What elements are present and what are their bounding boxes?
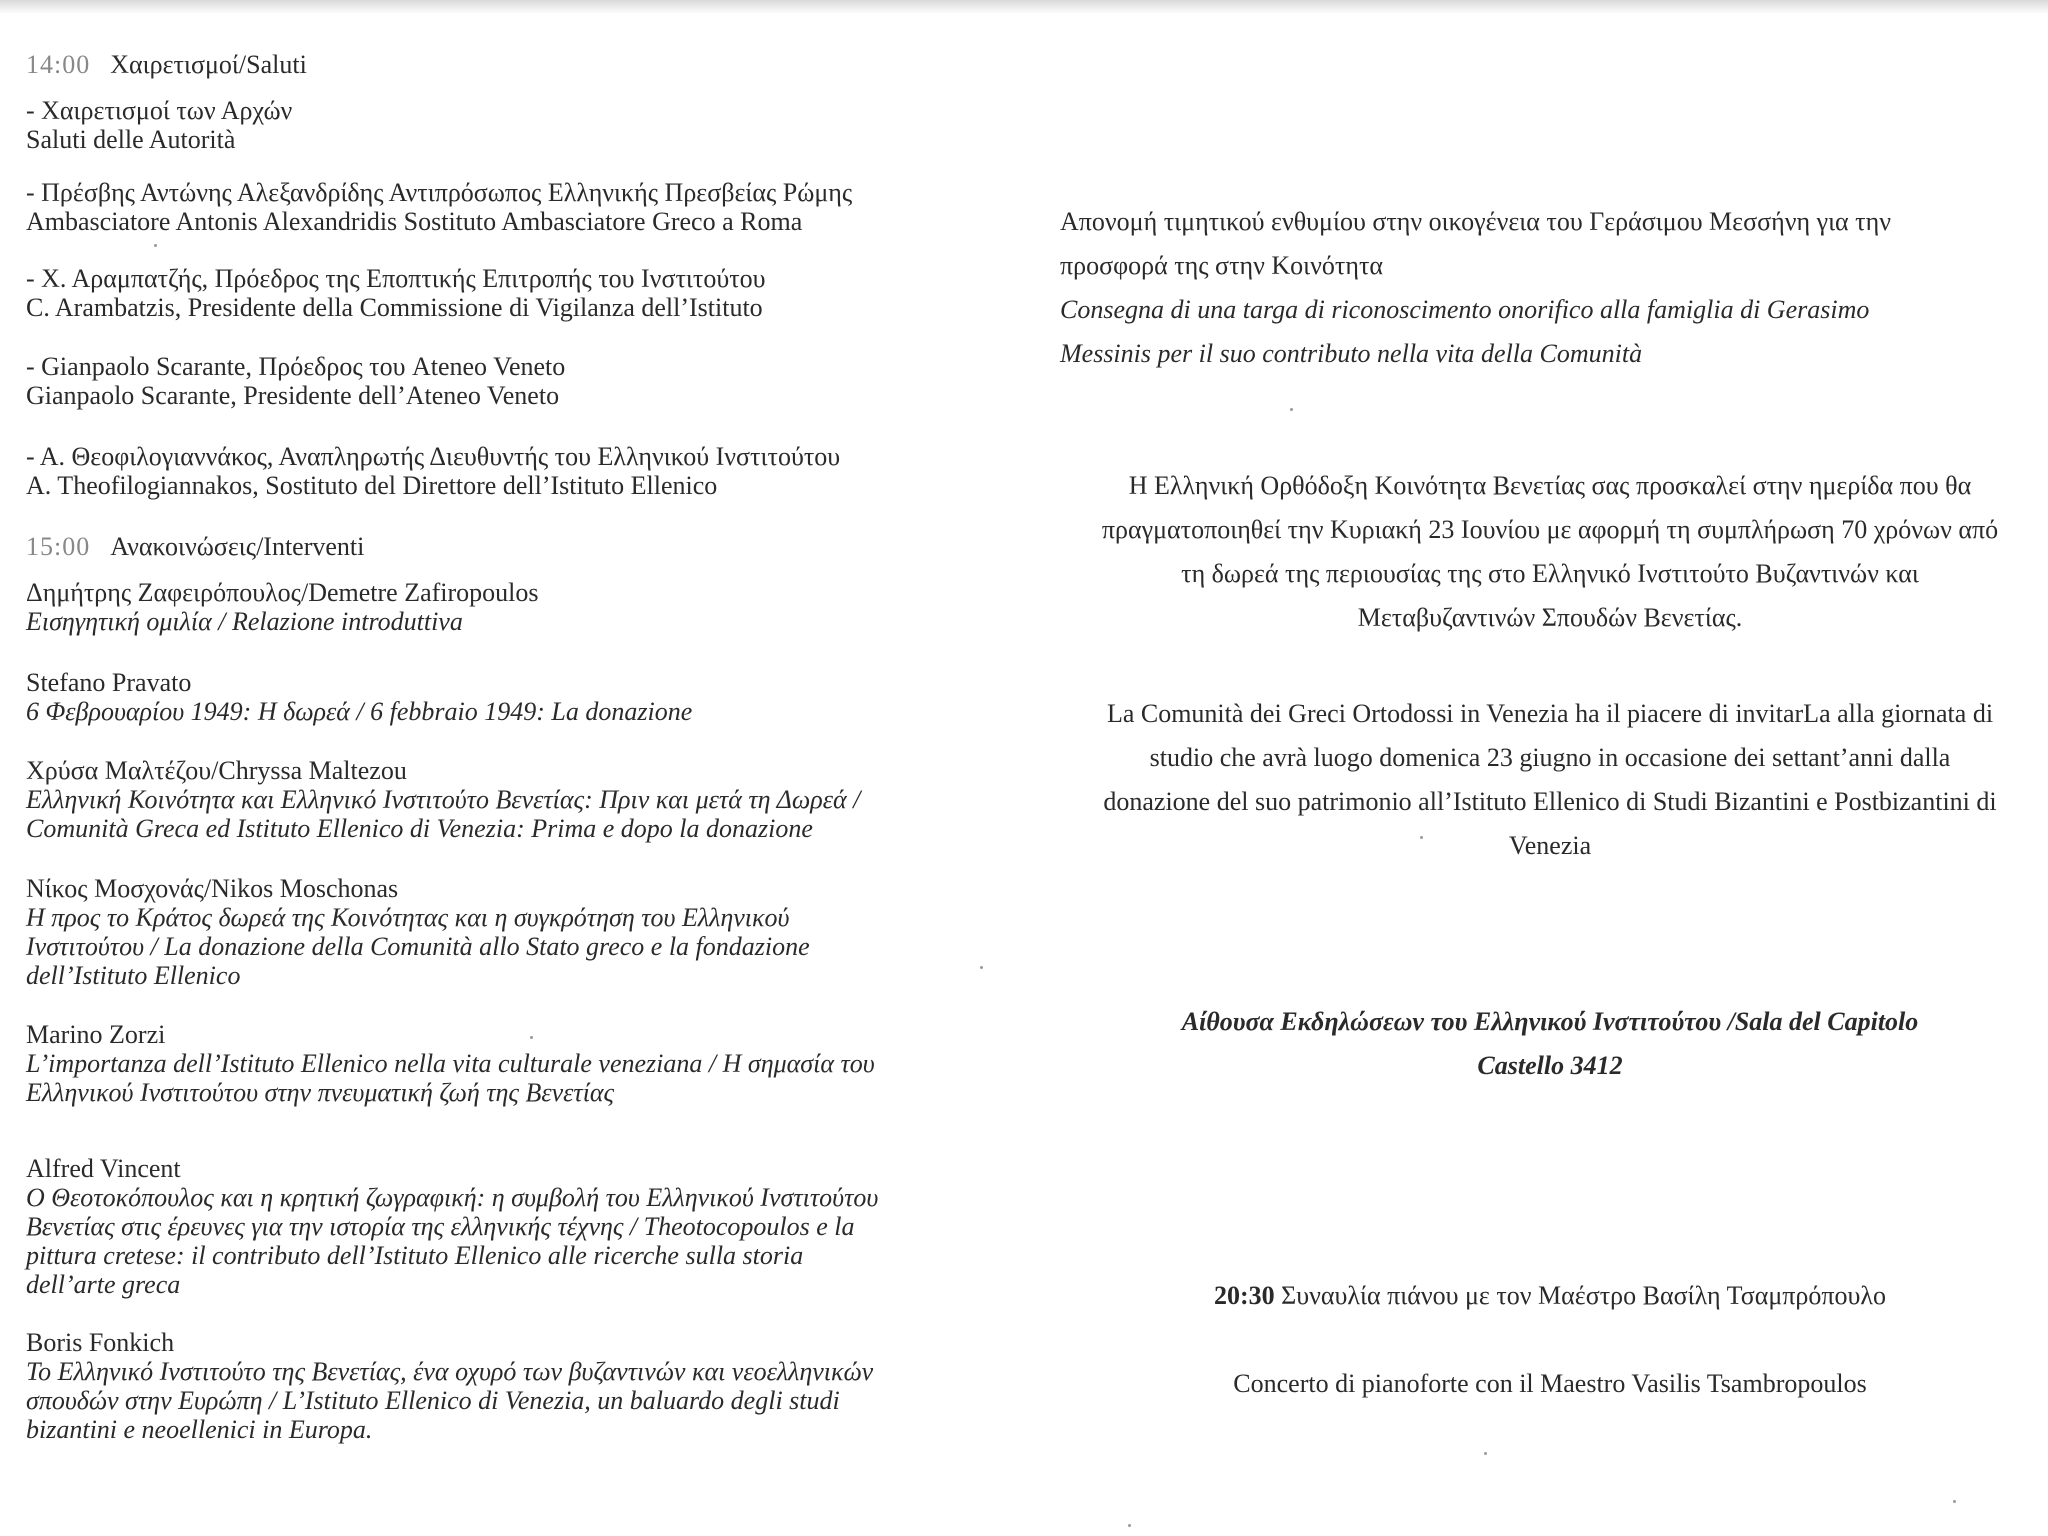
talk-item: [26, 1154, 946, 1299]
scan-speck: [530, 1036, 533, 1039]
talks-time: 15:00: [26, 532, 91, 561]
invitation-italian: [1060, 692, 2040, 868]
greeting-item: [26, 264, 946, 322]
talk-title: dell’arte greca: [26, 1270, 181, 1299]
invitation-greek-line: Η Ελληνική Ορθόδοξη Κοινότητα Βενετίας σας προσκαλεί στην ημερίδα που θα: [1128, 471, 1972, 500]
invitation-greek-line: Μεταβυζαντινών Σπουδών Βενετίας.: [1357, 603, 1743, 632]
concert-greek-text: Συναυλία πιάνου με τον Μαέστρο Βασίλη Τσαμπρόπουλο: [1281, 1281, 1887, 1310]
award-section: [1060, 200, 2040, 376]
talk-title: Ελληνικού Ινστιτούτου στην πνευματική ζωή της Βενετίας: [26, 1078, 615, 1107]
award-italian: Consegna di una targa di riconoscimento onorifico alla famiglia di Gerasimo: [1060, 295, 1870, 324]
talks-heading: [26, 532, 946, 561]
scan-speck: [1128, 1524, 1131, 1527]
greeting-item: [26, 96, 946, 154]
greeting-greek: - Gianpaolo Scarante, Πρόεδρος του Ateneo Veneto: [26, 352, 566, 381]
concert-italian-text: Concerto di pianoforte con il Maestro Vasilis Tsambropoulos: [1233, 1369, 1867, 1398]
invitation-italian-line: donazione del suo patrimonio all’Istituto Ellenico di Studi Bizantini e Postbizantini di: [1103, 787, 1997, 816]
greeting-italian: C. Arambatzis, Presidente della Commissione di Vigilanza dell’Istituto: [26, 293, 763, 322]
greeting-italian: A. Theofilogiannakos, Sostituto del Direttore dell’Istituto Ellenico: [26, 471, 718, 500]
opening-title: Χαιρετισμοί/Saluti: [110, 50, 307, 79]
invitation-greek-line: τη δωρεά της περιουσίας της στο Ελληνικό Ινστιτούτο Βυζαντινών και: [1181, 559, 1919, 588]
greeting-greek: - Χ. Αραμπατζής, Πρόεδρος της Εποπτικής Επιτροπής του Ινστιτούτου: [26, 264, 766, 293]
invitation-greek: [1060, 464, 2040, 640]
talk-speaker: Δημήτρης Ζαφειρόπουλος/Demetre Zafiropoulos: [26, 578, 539, 607]
award-greek: προσφορά της στην Κοινότητα: [1060, 251, 1384, 280]
invitation-italian-line: studio che avrà luogo domenica 23 giugno in occasione dei settant’anni dalla: [1149, 743, 1951, 772]
talk-title: Ο Θεοτοκόπουλος και η κρητική ζωγραφική: η συμβολή του Ελληνικού Ινστιτούτου: [26, 1183, 879, 1212]
greeting-greek: - Πρέσβης Αντώνης Αλεξανδρίδης Αντιπρόσωπος Ελληνικής Πρεσβείας Ρώμης: [26, 178, 853, 207]
greeting-item: [26, 352, 946, 410]
talk-title: Βενετίας στις έρευνες για την ιστορία της ελληνικής τέχνης / Theotocopoulos e la: [26, 1212, 855, 1241]
talk-title: Η προς το Κράτος δωρεά της Κοινότητας και η συγκρότηση του Ελληνικού: [26, 903, 790, 932]
award-italian: Messinis per il suo contributo nella vita della Comunità: [1060, 339, 1643, 368]
talk-item: [26, 668, 946, 726]
scan-speck: [1420, 836, 1423, 839]
invitation-italian-line: La Comunità dei Greci Ortodossi in Venezia ha il piacere di invitarLa alla giornata di: [1106, 699, 1994, 728]
talk-item: [26, 874, 946, 990]
talk-speaker: Stefano Pravato: [26, 668, 192, 697]
talk-title: bizantini e neoellenici in Europa.: [26, 1415, 373, 1444]
talk-title: Ελληνική Κοινότητα και Ελληνικό Ινστιτούτο Βενετίας: Πριν και μετά τη Δωρεά /: [26, 785, 861, 814]
talk-title: Comunità Greca ed Istituto Ellenico di Venezia: Prima e dopo la donazione: [26, 814, 813, 843]
scan-speck: [154, 244, 157, 247]
greeting-item: [26, 178, 946, 236]
scan-speck: [1953, 1500, 1956, 1503]
opening-heading: [26, 50, 946, 79]
talks-title: Ανακοινώσεις/Interventi: [110, 532, 365, 561]
greeting-greek: - Α. Θεοφιλογιαννάκος, Αναπληρωτής Διευθυντής του Ελληνικού Ινστιτούτου: [26, 442, 841, 471]
scan-speck: [980, 966, 983, 969]
greeting-item: [26, 442, 946, 500]
talk-speaker: Marino Zorzi: [26, 1020, 166, 1049]
greeting-italian: Saluti delle Autorità: [26, 125, 236, 154]
talk-title: Ινστιτούτου / La donazione della Comunità allo Stato greco e la fondazione: [26, 932, 810, 961]
greeting-italian: Ambasciatore Antonis Alexandridis Sostituto Ambasciatore Greco a Roma: [26, 207, 803, 236]
talk-item: [26, 578, 946, 636]
talk-title: σπουδών στην Ευρώπη / L’Istituto Ellenico di Venezia, un baluardo degli studi: [26, 1386, 840, 1415]
talk-title: dell’Istituto Ellenico: [26, 961, 241, 990]
invitation-italian-line: Venezia: [1508, 831, 1592, 860]
venue: [1060, 1000, 2040, 1088]
venue-line: Αίθουσα Εκδηλώσεων του Ελληνικού Ινστιτούτου /Sala del Capitolo: [1181, 1007, 1919, 1036]
talk-title: pittura cretese: il contributo dell’Istituto Ellenico alle ricerche sulla storia: [26, 1241, 804, 1270]
talk-item: [26, 1328, 946, 1444]
concert-greek: [1060, 1274, 2040, 1318]
talk-title: 6 Φεβρουαρίου 1949: Η δωρεά / 6 febbraio 1949: La donazione: [26, 697, 693, 726]
talk-speaker: Boris Fonkich: [26, 1328, 175, 1357]
scan-speck: [1484, 1452, 1487, 1455]
greeting-italian: Gianpaolo Scarante, Presidente dell’Ateneo Veneto: [26, 381, 560, 410]
concert-time: 20:30: [1213, 1281, 1275, 1310]
talk-title: Το Ελληνικό Ινστιτούτο της Βενετίας, ένα οχυρό των βυζαντινών και νεοελληνικών: [26, 1357, 874, 1386]
invitation-greek-line: πραγματοποιηθεί την Κυριακή 23 Ιουνίου με αφορμή τη συμπλήρωση 70 χρόνων από: [1101, 515, 1999, 544]
talk-item: [26, 756, 946, 843]
talk-item: [26, 1020, 946, 1107]
talk-title: Εισηγητική ομιλία / Relazione introduttiva: [26, 607, 463, 636]
opening-time: 14:00: [26, 50, 91, 79]
talk-title: L’importanza dell’Istituto Ellenico nella vita culturale veneziana / Η σημασία του: [26, 1049, 875, 1078]
venue-line: Castello 3412: [1477, 1051, 1623, 1080]
scan-top-edge: [0, 0, 2048, 14]
talk-speaker: Χρύσα Μαλτέζου/Chryssa Maltezou: [26, 756, 407, 785]
talk-speaker: Νίκος Μοσχονάς/Nikos Moschonas: [26, 874, 399, 903]
talk-speaker: Alfred Vincent: [26, 1154, 181, 1183]
award-greek: Απονομή τιμητικού ενθυμίου στην οικογένεια του Γεράσιμου Μεσσήνη για την: [1060, 207, 1891, 236]
greeting-greek: - Χαιρετισμοί των Αρχών: [26, 96, 293, 125]
scan-speck: [1290, 408, 1293, 411]
concert-italian: [1060, 1362, 2040, 1406]
